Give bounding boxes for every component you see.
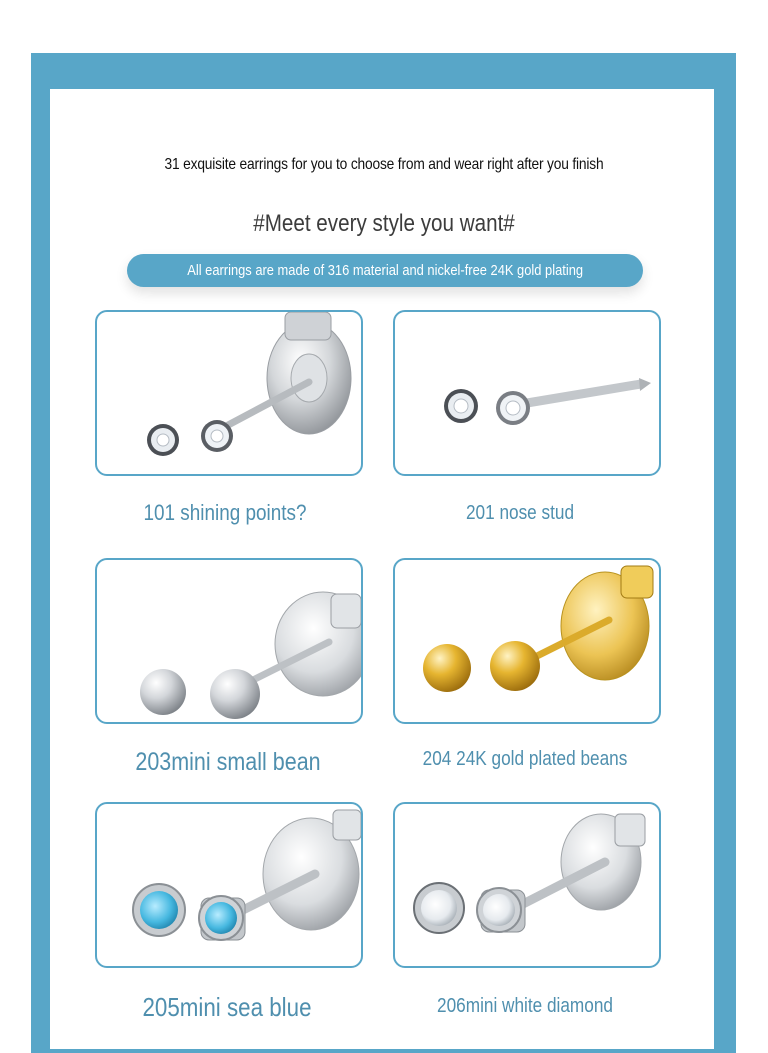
earring-stud-gem-image — [97, 312, 361, 474]
material-banner-text: All earrings are made of 316 material and nickel-free 24K gold plating — [187, 262, 583, 279]
material-banner — [127, 254, 643, 287]
product-label-204: 204 24K gold plated beans — [422, 748, 628, 770]
product-card-204[interactable] — [393, 558, 661, 724]
ball-stud-gold-image — [395, 560, 659, 722]
product-label-205: 205mini sea blue — [142, 992, 312, 1022]
product-card-205[interactable] — [95, 802, 363, 968]
product-label-101: 101 shining points? — [143, 500, 307, 525]
product-card-201[interactable] — [393, 310, 661, 476]
nose-stud-image — [395, 312, 659, 474]
product-card-101[interactable] — [95, 310, 363, 476]
bezel-stud-white-image — [395, 804, 659, 966]
product-card-203[interactable] — [95, 558, 363, 724]
headline: 31 exquisite earrings for you to choose from and wear right after you finish — [164, 156, 604, 173]
product-card-206[interactable] — [393, 802, 661, 968]
product-label-201: 201 nose stud — [465, 502, 575, 524]
subtitle: #Meet every style you want# — [253, 210, 515, 237]
ball-stud-silver-image — [97, 560, 361, 722]
product-label-206: 206mini white diamond — [437, 995, 613, 1017]
product-label-203: 203mini small bean — [135, 748, 321, 776]
bezel-stud-blue-image — [97, 804, 361, 966]
